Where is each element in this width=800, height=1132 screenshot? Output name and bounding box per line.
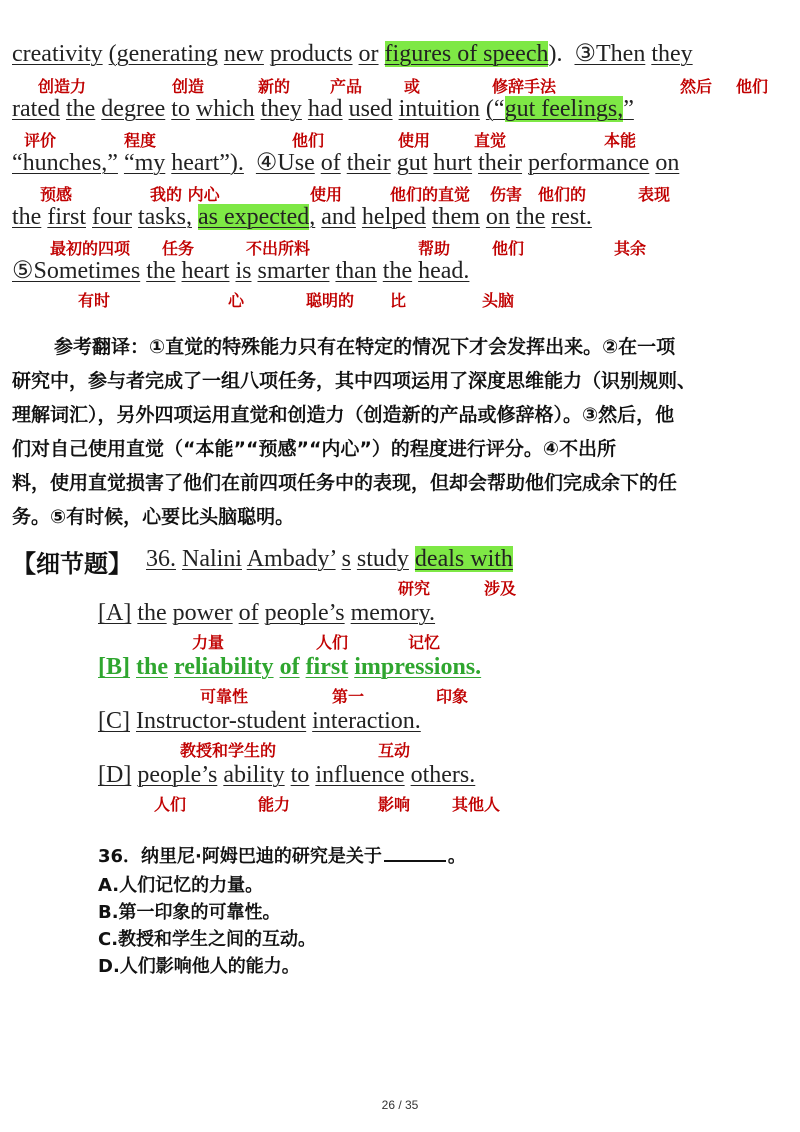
translation-line: 们对自己使用直觉（“本能”“预感”“内心”）的程度进行评分。④不出所 bbox=[12, 438, 617, 460]
word: their bbox=[478, 150, 523, 176]
reference-translation bbox=[12, 330, 782, 534]
annotation: 或 bbox=[404, 77, 421, 96]
word: tasks, bbox=[137, 204, 192, 230]
annotation: 创造 bbox=[172, 77, 205, 96]
word: to bbox=[171, 96, 190, 122]
option-c bbox=[98, 707, 421, 735]
word: ⑤Sometimes bbox=[12, 258, 141, 284]
option-letter: [C] bbox=[98, 708, 130, 734]
word: than bbox=[335, 258, 377, 284]
annotation: 新的 bbox=[258, 77, 291, 96]
word: their bbox=[346, 150, 391, 176]
question-type-tag: 【细节题】 bbox=[12, 550, 132, 578]
annotation: 伤害 bbox=[490, 185, 523, 204]
annotation: 修辞手法 bbox=[492, 77, 557, 96]
highlighted-phrase: as expected bbox=[197, 204, 310, 230]
annotation: 他们 bbox=[292, 131, 325, 150]
word: reliability bbox=[174, 654, 274, 680]
word: ④Use bbox=[255, 150, 315, 176]
word: degree bbox=[101, 96, 166, 122]
punctuation: ). bbox=[548, 41, 563, 67]
word: is bbox=[235, 258, 252, 284]
annotation: 其余 bbox=[614, 239, 647, 258]
answer-key-option-b: B.第一印象的可靠性。 bbox=[98, 902, 281, 923]
page-number: 26 / 35 bbox=[381, 1098, 419, 1112]
passage-line-2 bbox=[12, 95, 634, 123]
annotation: 他们 bbox=[736, 77, 769, 96]
annotation: 记忆 bbox=[408, 633, 441, 652]
annotation: 本能 bbox=[604, 131, 637, 150]
annotation: 直觉 bbox=[474, 131, 507, 150]
annotation: 帮助 bbox=[418, 239, 451, 258]
word: “my bbox=[123, 150, 166, 176]
word: performance bbox=[528, 150, 650, 176]
word: new bbox=[223, 41, 264, 67]
annotation: 第一 bbox=[332, 687, 365, 706]
word: they bbox=[651, 41, 693, 67]
word: which bbox=[195, 96, 255, 122]
answer-key-option-a: A.人们记忆的力量。 bbox=[98, 875, 264, 896]
word: others. bbox=[410, 762, 476, 788]
passage-line-1 bbox=[12, 40, 693, 68]
word: and bbox=[321, 204, 356, 230]
word: impressions. bbox=[354, 654, 482, 680]
word: smarter bbox=[257, 258, 330, 284]
annotation: 力量 bbox=[192, 633, 225, 652]
annotation: 最初的四项 bbox=[50, 239, 131, 258]
annotation: 不出所料 bbox=[246, 239, 311, 258]
annotation: 聪明的 bbox=[306, 291, 355, 310]
answer-key-option-c: C.教授和学生之间的互动。 bbox=[98, 929, 317, 950]
word: the bbox=[65, 96, 96, 122]
word: intuition bbox=[398, 96, 480, 122]
annotation: 研究 bbox=[398, 579, 431, 598]
annotation: 程度 bbox=[124, 131, 157, 150]
word: the bbox=[382, 258, 413, 284]
word: of bbox=[238, 600, 259, 626]
word: four bbox=[92, 204, 132, 230]
annotation: 心 bbox=[228, 291, 245, 310]
word: to bbox=[290, 762, 310, 788]
annotation: 评价 bbox=[24, 131, 57, 150]
translation-line: 研究中，参与者完成了一组八项任务，其中四项运用了深度思维能力（识别规则、 bbox=[12, 370, 697, 392]
word: gut bbox=[396, 150, 428, 176]
annotation: 他们的 bbox=[538, 185, 587, 204]
word: creativity bbox=[12, 41, 103, 67]
answer-key-stem-end: 。 bbox=[447, 846, 466, 867]
word: “hunches,” bbox=[12, 150, 118, 176]
punctuation: (“ bbox=[485, 96, 505, 122]
annotation: 产品 bbox=[330, 77, 363, 96]
word: them bbox=[431, 204, 480, 230]
annotation: 头脑 bbox=[482, 291, 515, 310]
highlighted-phrase: figures of speech bbox=[384, 41, 549, 67]
annotation: 互动 bbox=[378, 741, 411, 760]
annotation: 使用 bbox=[398, 131, 431, 150]
passage-line-4 bbox=[12, 203, 592, 231]
word: people’s bbox=[137, 762, 218, 788]
word: of bbox=[279, 654, 300, 680]
word: or bbox=[358, 41, 379, 67]
word: s bbox=[341, 546, 351, 572]
highlighted-phrase: gut feelings, bbox=[504, 96, 624, 122]
annotation: 他们的直觉 bbox=[390, 185, 471, 204]
translation-line: 理解词汇），另外四项运用直觉和创造力（创造新的产品或修辞格）。③然后，他 bbox=[12, 404, 675, 426]
annotation: 创造力 bbox=[38, 77, 87, 96]
word: head. bbox=[418, 258, 470, 284]
option-letter: [A] bbox=[98, 600, 132, 626]
answer-key-stem-text: 36．纳里尼·阿姆巴迪的研究是关于 bbox=[98, 846, 382, 867]
answer-blank bbox=[384, 860, 446, 862]
option-a bbox=[98, 599, 435, 627]
word: Instructor-student bbox=[136, 708, 307, 734]
word: on bbox=[655, 150, 680, 176]
annotation: 比 bbox=[390, 291, 407, 310]
word: memory. bbox=[350, 600, 436, 626]
annotation: 可靠性 bbox=[200, 687, 249, 706]
word: power bbox=[172, 600, 233, 626]
annotation: 有时 bbox=[78, 291, 111, 310]
word: interaction. bbox=[312, 708, 421, 734]
annotation: 任务 bbox=[162, 239, 195, 258]
annotation: 影响 bbox=[378, 795, 411, 814]
word: the bbox=[136, 654, 168, 680]
word: they bbox=[260, 96, 302, 122]
word: the bbox=[515, 204, 546, 230]
word: (generating bbox=[108, 41, 218, 67]
annotation: 表现 bbox=[638, 185, 671, 204]
word: Ambady’ bbox=[246, 546, 336, 572]
word: the bbox=[146, 258, 176, 284]
answer-key-stem bbox=[98, 843, 466, 870]
punctuation: ” bbox=[623, 96, 634, 122]
word: influence bbox=[315, 762, 405, 788]
option-d bbox=[98, 761, 475, 789]
word: had bbox=[307, 96, 343, 122]
annotation: 印象 bbox=[436, 687, 469, 706]
option-b-correct bbox=[98, 653, 481, 681]
annotation: 使用 bbox=[310, 185, 343, 204]
annotation: 其他人 bbox=[452, 795, 501, 814]
word: Nalini bbox=[182, 546, 242, 572]
annotation: 预感 bbox=[40, 185, 73, 204]
word: heart”). bbox=[171, 150, 244, 176]
annotation: 涉及 bbox=[484, 579, 517, 598]
word: first bbox=[47, 204, 86, 230]
word: ③Then bbox=[574, 41, 646, 67]
word: products bbox=[269, 41, 353, 67]
word: of bbox=[320, 150, 341, 176]
annotation: 然后 bbox=[680, 77, 713, 96]
answer-key-option-d: D.人们影响他人的能力。 bbox=[98, 956, 300, 977]
question-stem bbox=[146, 545, 513, 573]
option-letter: [B] bbox=[98, 654, 130, 680]
annotation: 他们 bbox=[492, 239, 525, 258]
word: heart bbox=[181, 258, 230, 284]
highlighted-phrase: deals with bbox=[414, 546, 513, 572]
passage-line-3 bbox=[12, 149, 679, 177]
question-number: 36. bbox=[146, 546, 176, 572]
annotation: 人们 bbox=[316, 633, 349, 652]
word: rest. bbox=[551, 204, 592, 230]
word: rated bbox=[12, 96, 60, 122]
annotation: 我的 内心 bbox=[150, 185, 220, 204]
word: people’s bbox=[264, 600, 345, 626]
word: helped bbox=[361, 204, 426, 230]
word: used bbox=[348, 96, 393, 122]
annotation: 能力 bbox=[258, 795, 291, 814]
option-letter: [D] bbox=[98, 762, 132, 788]
annotation: 人们 bbox=[154, 795, 187, 814]
word: the bbox=[12, 204, 42, 230]
passage-line-5 bbox=[12, 257, 469, 285]
translation-line: 料，使用直觉损害了他们在前四项任务中的表现，但却会帮助他们完成余下的任 bbox=[12, 472, 678, 494]
word: study bbox=[356, 546, 409, 572]
annotation: 教授和学生的 bbox=[180, 741, 277, 760]
translation-line: 务。⑤有时候，心要比头脑聪明。 bbox=[12, 506, 295, 528]
translation-line: 参考翻译：①直觉的特殊能力只有在特定的情况下才会发挥出来。②在一项 bbox=[54, 336, 676, 358]
word: on bbox=[485, 204, 510, 230]
word: first bbox=[305, 654, 349, 680]
punctuation: , bbox=[309, 204, 316, 230]
word: hurt bbox=[433, 150, 473, 176]
word: the bbox=[137, 600, 167, 626]
word: ability bbox=[223, 762, 285, 788]
